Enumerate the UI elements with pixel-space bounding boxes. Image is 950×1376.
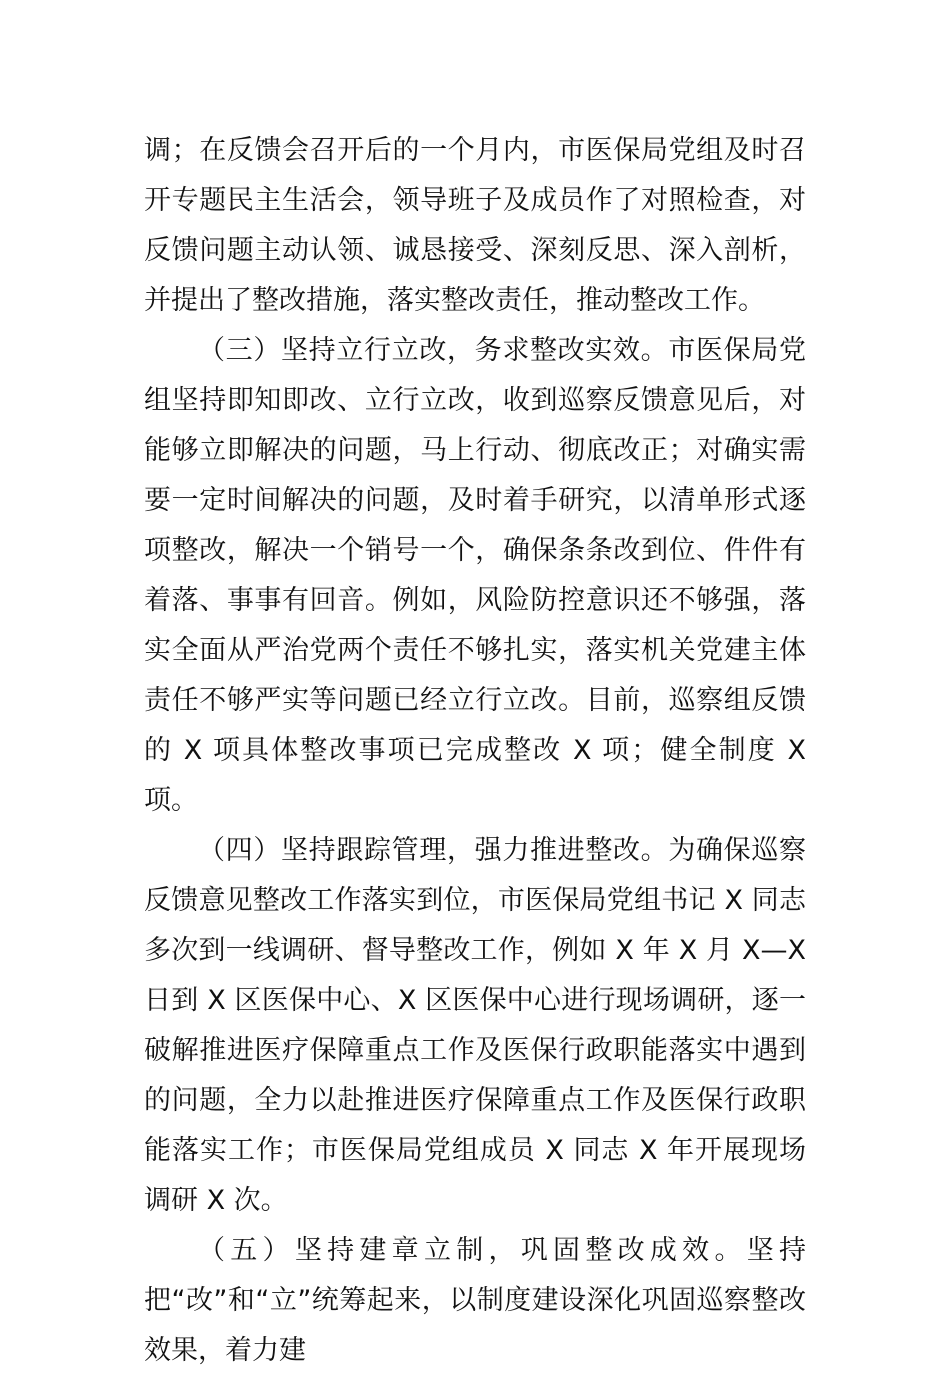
paragraph-section-five: （五）坚持建章立制，巩固整改成效。坚持把“改”和“立”统筹起来，以制度建设深化巩固巡察整改效果，着力建	[144, 1235, 806, 1366]
document-body	[144, 126, 806, 1376]
paragraph-section-three: （三）坚持立行立改，务求整改实效。市医保局党组坚持即知即改、立行立改，收到巡察反馈意见后，对能够立即解决的问题，马上行动、彻底改正；对确实需要一定时间解决的问题，及时着手研究，以清单形式逐项整改，解决一个销号一个，确保条条改到位、件件有着落、事事有回音。例如，风险防控意识还不够强，落实全面从严治党两个责任不够扎实，落实机关党建主体责任不够严实等问题已经立行立改。目前，巡察组反馈的 X 项具体整改事项已完成整改 X 项；健全制度 X 项。	[144, 335, 806, 816]
paragraph-continuation: 调；在反馈会召开后的一个月内，市医保局党组及时召开专题民主生活会，领导班子及成员作了对照检查，对反馈问题主动认领、诚恳接受、深刻反思、深入剖析，并提出了整改措施，落实整改责任，推动整改工作。	[144, 135, 806, 316]
paragraph-section-four: （四）坚持跟踪管理，强力推进整改。为确保巡察反馈意见整改工作落实到位，市医保局党组书记 X 同志多次到一线调研、督导整改工作，例如 X 年 X 月 X—X 日到 X 区医保中心、X 区医保中心进行现场调研，逐一破解推进医疗保障重点工作及医保行政职能落实中遇到的问题，全力以赴推进医疗保障重点工作及医保行政职能落实工作；市医保局党组成员 X 同志 X 年开展现场调研 X 次。	[144, 835, 806, 1216]
